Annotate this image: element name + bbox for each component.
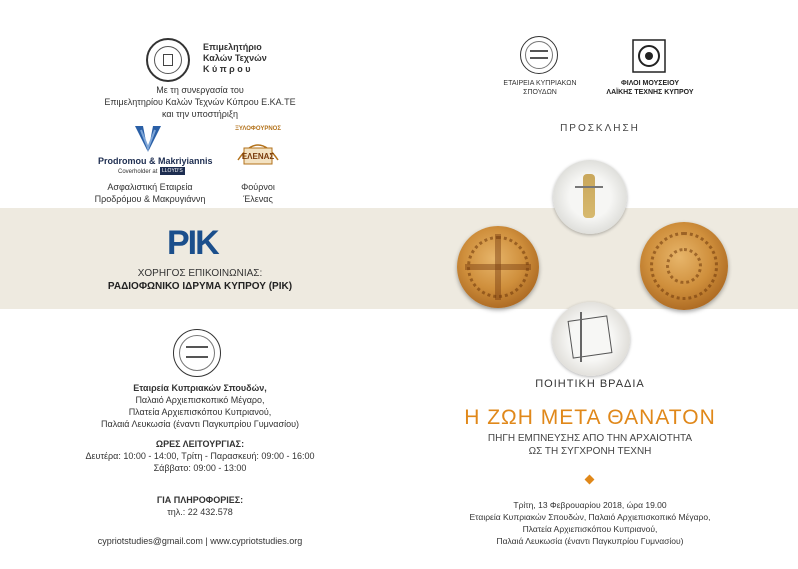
elena-logo-top: ΞΥΛΟΦΟΥΡΝΟΣ xyxy=(235,126,281,132)
org2-name xyxy=(605,79,695,97)
org1-line2: ΣΠΟΥΔΩΝ xyxy=(523,89,557,96)
collab-line1: Με τη συνεργασία του xyxy=(156,85,244,95)
lloyds-badge: LLOYD'S xyxy=(162,168,183,174)
elena-bakery-emblem xyxy=(232,126,284,176)
left-bread-artwork xyxy=(457,226,539,308)
right-bread-artwork xyxy=(640,222,728,310)
org1-name xyxy=(495,79,585,97)
event-venue-line1: Εταιρεία Κυπριακών Σπουδών, Παλαιό Αρχιεπισκοπικό Μέγαρο, xyxy=(469,512,711,522)
hours-line2: Σάββατο: 09:00 - 13:00 xyxy=(153,463,247,473)
collab-line3: και την υποστήριξη xyxy=(162,109,238,119)
contact-org-name: Εταιρεία Κυπριακών Σπουδών, xyxy=(133,383,267,393)
event-date: Τρίτη, 13 Φεβρουαρίου 2018, ώρα 19.00 xyxy=(513,500,667,510)
sponsor1-caption-line1: Ασφαλιστική Εταιρεία xyxy=(107,182,193,192)
media-sponsor-label: ΧΟΡΗΓΟΣ ΕΠΙΚΟΙΝΩΝΙΑΣ: xyxy=(137,268,263,279)
org2-line2: ΛΑΪΚΗΣ ΤΕΧΝΗΣ ΚΥΠΡΟΥ xyxy=(606,89,694,96)
cypriot-studies-seal-small xyxy=(520,36,558,74)
contact-addr-line2: Πλατεία Αρχιεπισκόπου Κυπριανού, xyxy=(128,407,272,417)
chamber-name-line1: Επιμελητήριο xyxy=(203,42,262,52)
org2-line1: ΦΙΛΟΙ ΜΟΥΣΕΙΟΥ xyxy=(621,80,679,87)
sponsor2-caption xyxy=(225,181,291,205)
contact-address xyxy=(40,382,360,430)
event-subtitle-line1: ΠΗΓΗ ΕΜΠΝΕΥΣΗΣ ΑΠΟ ΤΗΝ ΑΡΧΑΙΟΤΗΤΑ xyxy=(487,433,693,444)
event-title: Η ΖΩΗ ΜΕΤΑ ΘΑΝΑΤΟΝ xyxy=(464,406,716,429)
orange-diamond-icon xyxy=(585,475,595,485)
chamber-name-line2: Καλών Τεχνών xyxy=(203,53,267,63)
elena-bakery-logo xyxy=(232,126,284,176)
contact-addr-line1: Παλαιό Αρχιεπισκοπικό Μέγαρο, xyxy=(135,395,265,405)
hours-title: ΩΡΕΣ ΛΕΙΤΟΥΡΓΙΑΣ: xyxy=(155,439,245,449)
info-phone: τηλ.: 22 432.578 xyxy=(167,507,233,517)
bottom-plate-artwork xyxy=(552,302,630,376)
sponsor1-caption xyxy=(90,181,210,205)
opening-hours xyxy=(20,438,380,474)
event-venue-line3: Παλαιά Λευκωσία (έναντι Παγκυπρίου Γυμνασίου) xyxy=(496,536,684,546)
event-kicker: ΠΟΙΗΤΙΚΗ ΒΡΑΔΙΑ xyxy=(535,378,645,390)
collaboration-text xyxy=(70,84,330,120)
prodromou-logo-text: Prodromou & Makriyiannis xyxy=(98,156,213,166)
prodromou-wing-logo xyxy=(133,124,163,154)
event-subtitle xyxy=(440,432,740,458)
contact-addr-line3: Παλαιά Λευκωσία (έναντι Παγκυπρίου Γυμνασίου) xyxy=(101,419,299,429)
invitation-label: ΠΡΟΣΚΛΗΣΗ xyxy=(560,123,640,134)
sponsor1-caption-line2: Προδρόμου & Μακρυγιάννη xyxy=(94,194,206,204)
sponsor2-caption-line2: Έλενας xyxy=(243,194,273,204)
sponsor2-caption-line1: Φούρνοι xyxy=(241,182,275,192)
coverholder-text: Coverholder at xyxy=(118,169,158,175)
chamber-name-line3: Κ ύ π ρ ο υ xyxy=(203,64,251,74)
folk-museum-logo xyxy=(631,38,667,74)
info-title: ΓΙΑ ΠΛΗΡΟΦΟΡΙΕΣ: xyxy=(156,495,244,505)
event-venue-line2: Πλατεία Αρχιεπισκόπου Κυπριανού, xyxy=(522,524,658,534)
chamber-seal-logo xyxy=(146,38,190,82)
info-block xyxy=(80,494,320,518)
top-plate-artwork xyxy=(553,160,627,234)
contact-web[interactable]: cypriotstudies@gmail.com | www.cypriotstudies.org xyxy=(97,536,303,546)
rik-logo: ΡΙΚ xyxy=(167,224,218,262)
chamber-name xyxy=(203,42,267,75)
media-sponsor-name: ΡΑΔΙΟΦΩΝΙΚΟ ΙΔΡΥΜΑ ΚΥΠΡΟΥ (ΡΙΚ) xyxy=(107,281,293,292)
event-details xyxy=(450,499,730,547)
cypriot-studies-seal xyxy=(173,329,221,377)
hours-line1: Δευτέρα: 10:00 - 14:00, Τρίτη - Παρασκευή: 09:00 - 16:00 xyxy=(85,451,315,461)
elena-logo-main: ΕΛΕΝΑΣ xyxy=(241,152,275,161)
collab-line2: Επιμελητηρίου Καλών Τεχνών Κύπρου Ε.ΚΑ.ΤΕ xyxy=(104,97,296,107)
event-subtitle-line2: ΩΣ ΤΗ ΣΥΓΧΡΟΝΗ ΤΕΧΝΗ xyxy=(528,446,652,457)
org1-line1: ΕΤΑΙΡΕΙΑ ΚΥΠΡΙΑΚΩΝ xyxy=(503,80,577,87)
